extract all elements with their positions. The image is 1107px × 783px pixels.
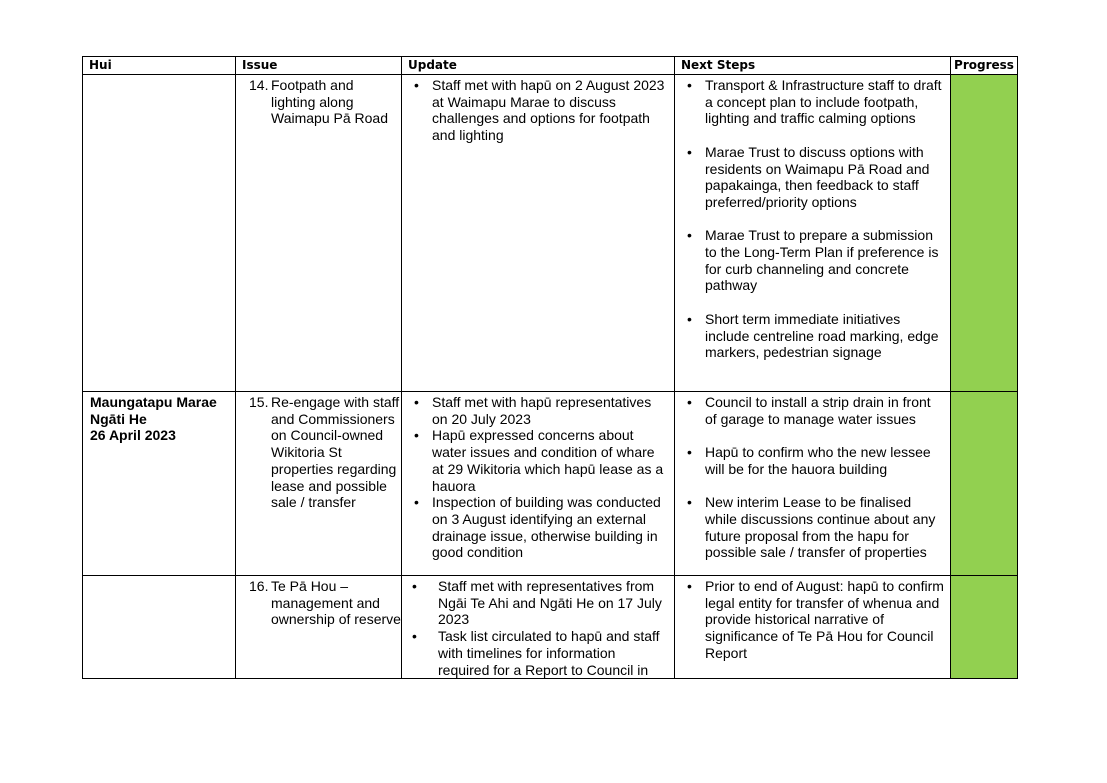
update-cell [402,576,675,679]
issue-cell [236,75,402,392]
progress-status-cell [951,75,1018,392]
hui-cell [83,576,236,679]
header-progress: Progress [951,57,1018,75]
update-cell [402,75,675,392]
hui-hapu: Ngāti He [90,410,147,427]
update-item: • Staff met with hapū representatives on 20 July 2023 [408,394,668,427]
progress-status-cell [951,392,1018,576]
hui-issues-table [82,56,1018,679]
next-step-item: • Prior to end of August: hapū to confirm legal entity for transfer of whenua and provide historical narrative of significance of Te Pā Hou for Council Report [681,578,944,662]
table-row [83,576,1018,679]
issue-cell [236,576,402,679]
table-row [83,392,1018,576]
header-issue: Issue [236,57,402,75]
hui-marae: Maungatapu Marae [90,394,217,410]
issue-text: Re-engage with staff and Commissioners on Council-owned Wikitoria St properties regarding lease and possible sale / transfer [271,394,400,511]
next-steps-cell [675,392,951,576]
issue-number: 16. [249,578,269,594]
next-step-item: • Marae Trust to discuss options with residents on Waimapu Pā Road and papakainga, then feedback to staff preferred/priority options [681,144,944,211]
update-item: • Inspection of building was conducted on 3 August identifying an external drainage issue, otherwise building in good condition [408,494,668,561]
progress-status-cell [951,576,1018,679]
next-step-item: • Marae Trust to prepare a submission to the Long-Term Plan if preference is for curb channeling and concrete pathway [681,227,944,294]
hui-date: 26 April 2023 [90,427,176,444]
update-cell [402,392,675,576]
next-steps-cell [675,75,951,392]
header-update: Update [402,57,675,75]
issue-number: 14. [249,77,269,93]
issue-text: Te Pā Hou – management and ownership of reserve [271,578,401,628]
update-item: • Staff met with hapū on 2 August 2023 at Waimapu Marae to discuss challenges and options for footpath and lighting [408,77,668,144]
next-step-item: • Hapū to confirm who the new lessee will be for the hauora building [681,444,944,477]
table-row [83,75,1018,392]
hui-cell [83,392,236,576]
issue-number: 15. [249,394,269,410]
update-item: • Task list circulated to hapū and staff with timelines for information required for a Report to Council in [408,628,668,678]
next-step-item: • New interim Lease to be finalised while discussions continue about any future proposal from the hapu for possible sale / transfer of properties [681,494,944,561]
hui-cell [83,75,236,392]
table-header-row [83,57,1018,75]
next-step-item: • Council to install a strip drain in front of garage to manage water issues [681,394,944,427]
next-step-item: • Transport & Infrastructure staff to draft a concept plan to include footpath, lighting and traffic calming options [681,77,944,127]
update-item: • Staff met with representatives from Ngāi Te Ahi and Ngāti He on 17 July 2023 [408,578,668,628]
next-step-item: • Short term immediate initiatives include centreline road marking, edge markers, pedestrian signage [681,311,944,361]
issue-text: Footpath and lighting along Waimapu Pā Road [271,77,388,127]
update-item: • Hapū expressed concerns about water issues and condition of whare at 29 Wikitoria which hapū lease as a hauora [408,427,668,494]
header-next-steps: Next Steps [675,57,951,75]
issue-cell [236,392,402,576]
next-steps-cell [675,576,951,679]
header-hui: Hui [83,57,236,75]
